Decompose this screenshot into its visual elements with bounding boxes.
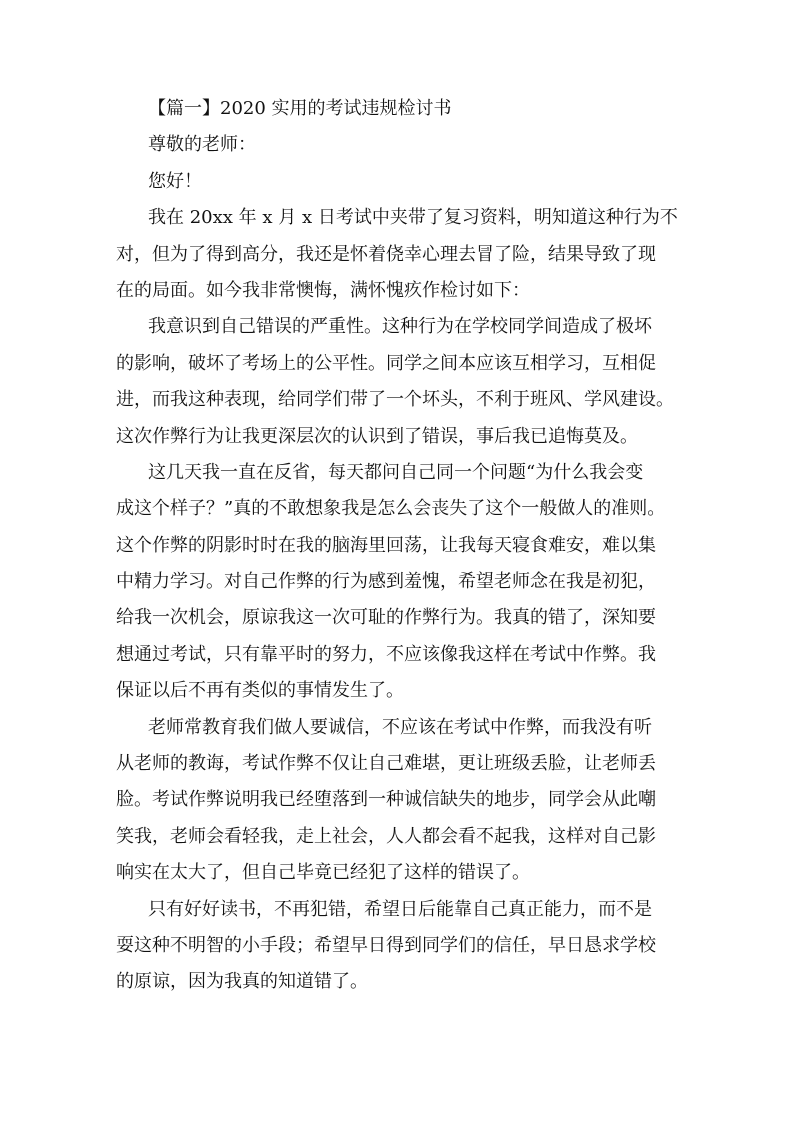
paragraph-line: 这几天我一直在反省，每天都问自己同一个问题“为什么我会变 [148,461,644,483]
paragraph-line: 笑我，老师会看轻我，走上社会，人人都会看不起我，这样对自己影 [116,825,656,847]
paragraph-line: 从老师的教诲，考试作弊不仅让自己难堪，更让班级丢脸，让老师丢 [116,753,656,775]
document-body [116,91,680,1001]
paragraph-line: 这次作弊行为让我更深层次的认识到了错误，事后我已追悔莫及。 [116,425,638,447]
paragraph-line: 成这个样子？”真的不敢想象我是怎么会丧失了这个一般做人的准则。 [116,498,666,520]
paragraph-line: 给我一次机会，原谅我这一次可耻的作弊行为。我真的错了，深知要 [116,607,656,629]
paragraph-4 [116,710,680,892]
paragraph-line: 的影响，破坏了考场上的公平性。同学之间本应该互相学习，互相促 [116,352,656,374]
paragraph-line: 在的局面。如今我非常懊悔，满怀愧疚作检讨如下： [116,279,530,301]
salutation: 尊敬的老师： [148,134,256,156]
paragraph-line: 我意识到自己错误的严重性。这种行为在学校同学间造成了极坏 [148,316,652,338]
document-title: 【篇一】2020 实用的考试违规检讨书 [148,98,452,119]
paragraph-line: 我在 20xx 年 x 月 x 日考试中夹带了复习资料，明知道这种行为不 [148,207,678,229]
paragraph-1 [116,200,680,309]
paragraph-line: 脸。考试作弊说明我已经堕落到一种诚信缺失的地步，同学会从此嘲 [116,789,656,811]
paragraph-5 [116,892,680,1001]
paragraph-line: 中精力学习。对自己作弊的行为感到羞愧，希望老师念在我是初犯， [116,571,656,593]
paragraph-line: 耍这种不明智的小手段；希望早日得到同学们的信任，早日恳求学校 [116,934,656,956]
paragraph-line: 只有好好读书，不再犯错，希望日后能靠自己真正能力，而不是 [148,898,652,920]
paragraph-2 [116,309,680,455]
paragraph-line: 这个作弊的阴影时时在我的脑海里回荡，让我每天寝食难安，难以集 [116,534,656,556]
paragraph-line: 老师常教育我们做人要诚信，不应该在考试中作弊，而我没有听 [148,716,652,738]
paragraph-line: 对，但为了得到高分，我还是怀着侥幸心理去冒了险，结果导致了现 [116,243,656,265]
paragraph-line: 想通过考试，只有靠平时的努力，不应该像我这样在考试中作弊。我 [116,643,656,665]
paragraph-line: 进，而我这种表现，给同学们带了一个坏头，不利于班风、学风建设。 [116,389,674,411]
greeting: 您好！ [148,170,202,192]
paragraph-line: 响实在太大了，但自己毕竟已经犯了这样的错误了。 [116,862,530,884]
paragraph-line: 保证以后不再有类似的事情发生了。 [116,680,404,702]
paragraph-3 [116,455,680,710]
paragraph-line: 的原谅，因为我真的知道错了。 [116,971,368,993]
